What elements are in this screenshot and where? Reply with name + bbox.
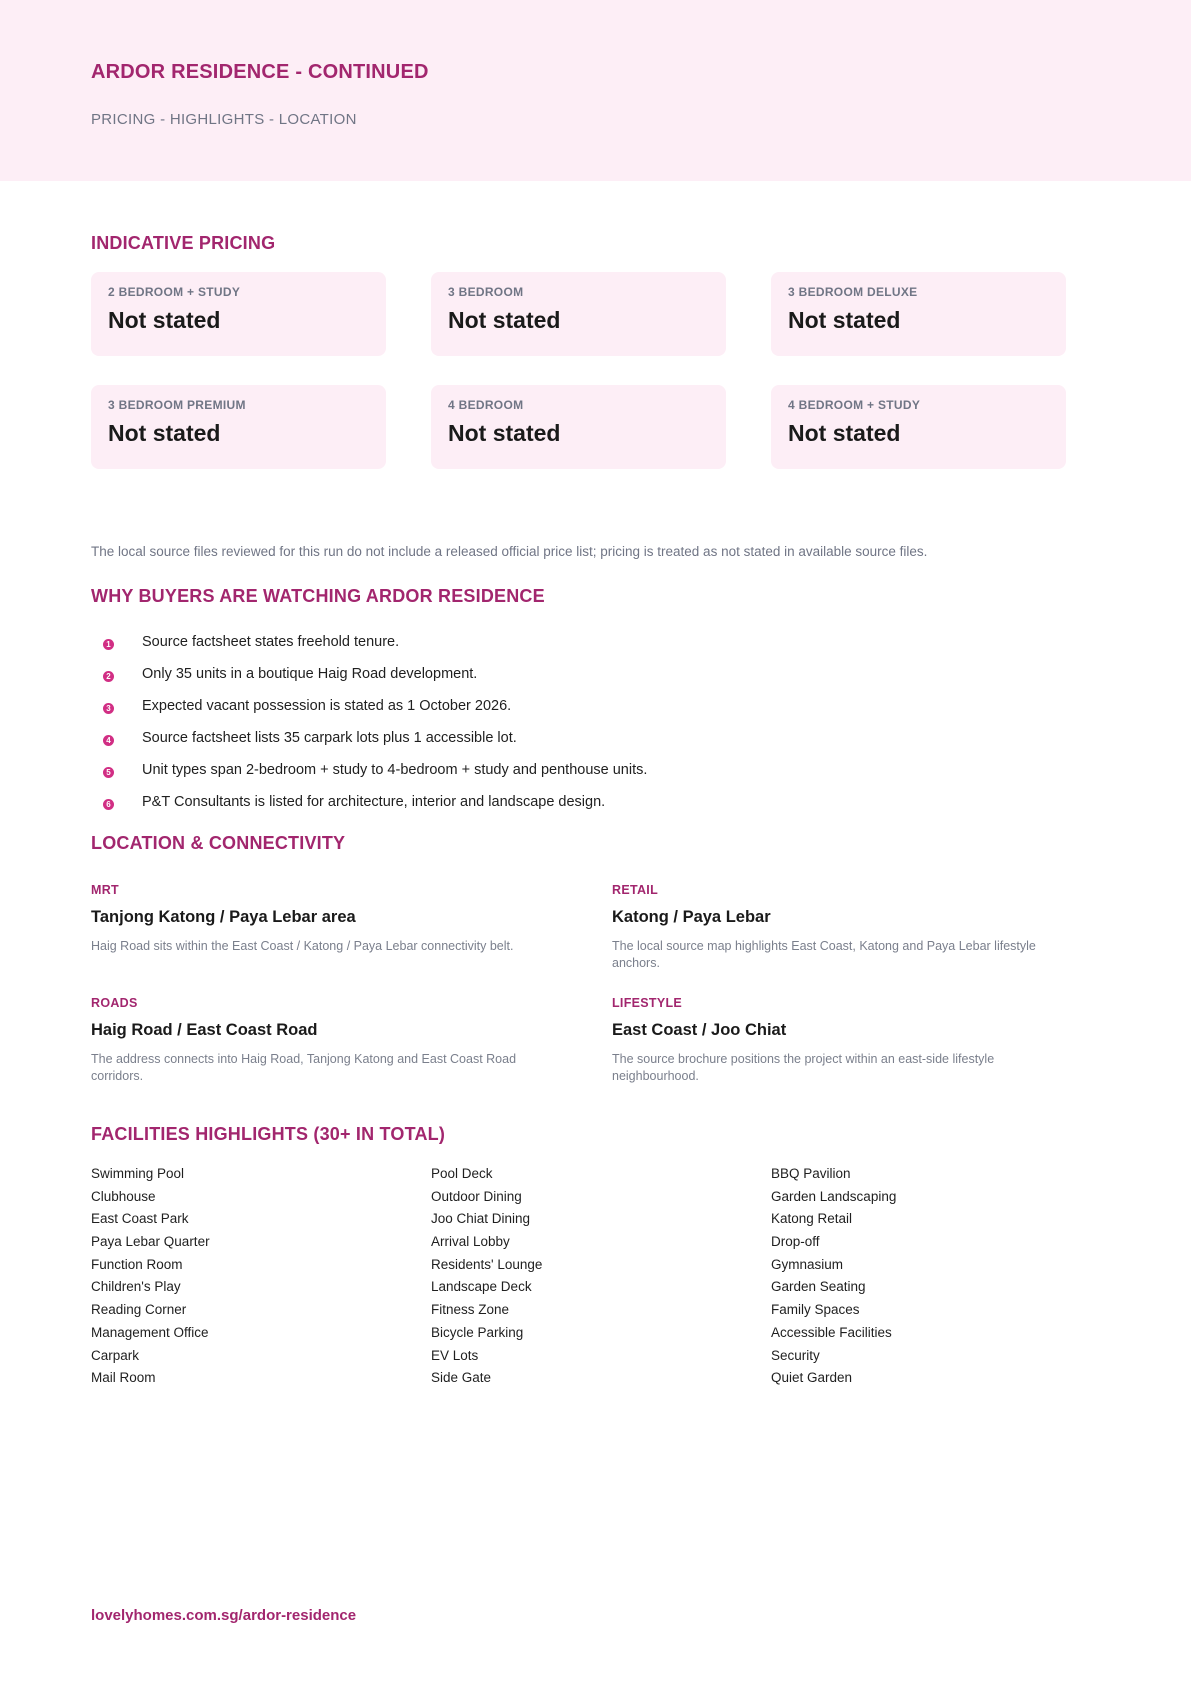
highlights-list: [91, 633, 1091, 825]
price-card-value: Not stated: [108, 420, 221, 446]
list-item: Paya Lebar Quarter: [91, 1234, 210, 1250]
location-section-title: LOCATION & CONNECTIVITY: [91, 833, 346, 853]
location-item-roads: [91, 996, 551, 1085]
facilities-column: [771, 1166, 896, 1393]
price-card-value: Not stated: [448, 420, 561, 446]
location-name: East Coast / Joo Chiat: [612, 1021, 787, 1039]
list-item: BBQ Pavilion: [771, 1166, 851, 1181]
location-item-mrt: [91, 883, 551, 955]
list-item: [91, 697, 1091, 729]
list-item: Security: [771, 1347, 820, 1363]
highlights-section-title: WHY BUYERS ARE WATCHING ARDOR RESIDENCE: [91, 586, 545, 606]
price-card: [771, 385, 1066, 469]
list-item: Side Gate: [431, 1370, 492, 1386]
list-item: Clubhouse: [91, 1188, 156, 1204]
location-description: Haig Road sits within the East Coast / Katong / Paya Lebar connectivity belt.: [91, 939, 514, 953]
list-item: Bicycle Parking: [431, 1324, 524, 1340]
price-card-label: 3 BEDROOM PREMIUM: [108, 398, 246, 412]
location-category: LIFESTYLE: [612, 996, 683, 1010]
list-item: Fitness Zone: [431, 1302, 510, 1318]
list-item-text: Unit types span 2-bedroom + study to 4-bedroom + study and penthouse units.: [142, 762, 648, 778]
list-item: [91, 793, 1091, 825]
price-card-value: Not stated: [108, 307, 221, 333]
list-item: Garden Seating: [771, 1279, 866, 1295]
price-card: [91, 272, 386, 356]
price-card-label: 3 BEDROOM: [448, 285, 524, 299]
price-card-label: 4 BEDROOM + STUDY: [788, 398, 921, 412]
page-title: ARDOR RESIDENCE - CONTINUED: [91, 61, 429, 83]
list-item: Children's Play: [91, 1279, 181, 1295]
location-category: MRT: [91, 883, 119, 897]
list-item: East Coast Park: [91, 1211, 189, 1227]
price-card-value: Not stated: [788, 420, 901, 446]
number-badge-icon: 4: [103, 735, 114, 746]
price-card: [431, 385, 726, 469]
pricing-note: The local source files reviewed for this run do not include a released official price list; pricing is treated as not stated in available source files.: [91, 544, 928, 559]
list-item: Mail Room: [91, 1370, 156, 1386]
footer-link[interactable]: lovelyhomes.com.sg/ardor-residence: [91, 1607, 357, 1624]
price-card: [771, 272, 1066, 356]
location-category: RETAIL: [612, 883, 659, 897]
list-item: Katong Retail: [771, 1211, 853, 1227]
list-item: Accessible Facilities: [771, 1324, 892, 1340]
list-item: Arrival Lobby: [431, 1234, 510, 1250]
list-item: Carpark: [91, 1347, 140, 1363]
list-item: Garden Landscaping: [771, 1188, 897, 1204]
price-card-label: 3 BEDROOM DELUXE: [788, 285, 918, 299]
list-item: Reading Corner: [91, 1302, 187, 1318]
facilities-column: [431, 1166, 542, 1393]
list-item-text: Source factsheet lists 35 carpark lots plus 1 accessible lot.: [142, 730, 517, 746]
list-item-text: Only 35 units in a boutique Haig Road development.: [142, 666, 478, 682]
facilities-section-title: FACILITIES HIGHLIGHTS (30+ IN TOTAL): [91, 1124, 446, 1144]
list-item: Family Spaces: [771, 1302, 860, 1318]
list-item: Drop-off: [771, 1234, 820, 1250]
list-item-text: P&T Consultants is listed for architecture, interior and landscape design.: [142, 794, 606, 810]
list-item: [91, 729, 1091, 761]
list-item: Residents' Lounge: [431, 1256, 543, 1272]
price-card-label: 2 BEDROOM + STUDY: [108, 285, 241, 299]
location-name: Tanjong Katong / Paya Lebar area: [91, 908, 356, 926]
location-name: Katong / Paya Lebar: [612, 908, 771, 926]
page-subtitle: PRICING - HIGHLIGHTS - LOCATION: [91, 111, 357, 128]
price-card-value: Not stated: [788, 307, 901, 333]
number-badge-icon: 5: [103, 767, 114, 778]
list-item: EV Lots: [431, 1347, 479, 1363]
price-card: [431, 272, 726, 356]
number-badge-icon: 3: [103, 703, 114, 714]
list-item-text: Source factsheet states freehold tenure.: [142, 634, 400, 650]
list-item: Function Room: [91, 1256, 183, 1272]
price-card-value: Not stated: [448, 307, 561, 333]
list-item: Swimming Pool: [91, 1166, 185, 1181]
list-item: Gymnasium: [771, 1256, 844, 1272]
pricing-section-title: INDICATIVE PRICING: [91, 233, 276, 253]
price-card: [91, 385, 386, 469]
list-item: [91, 633, 1091, 665]
price-card-label: 4 BEDROOM: [448, 398, 524, 412]
number-badge-icon: 2: [103, 671, 114, 682]
facilities-column: [91, 1166, 210, 1393]
list-item: Management Office: [91, 1324, 209, 1340]
list-item: Joo Chiat Dining: [431, 1211, 531, 1227]
list-item: Outdoor Dining: [431, 1188, 522, 1204]
number-badge-icon: 6: [103, 799, 114, 810]
location-category: ROADS: [91, 996, 138, 1010]
location-description: The local source map highlights East Coast, Katong and Paya Lebar lifestyle anchors.: [612, 939, 1036, 970]
location-item-lifestyle: [612, 996, 1072, 1085]
list-item: [91, 761, 1091, 793]
number-badge-icon: 1: [103, 639, 114, 650]
list-item-text: Expected vacant possession is stated as 1 October 2026.: [142, 698, 512, 714]
list-item: Pool Deck: [431, 1166, 493, 1181]
location-item-retail: [612, 883, 1072, 972]
page-header: [0, 0, 1191, 181]
location-description: The source brochure positions the project within an east-side lifestyle neighbourhood.: [612, 1052, 995, 1083]
location-description: The address connects into Haig Road, Tanjong Katong and East Coast Road corridors.: [91, 1052, 517, 1083]
list-item: Landscape Deck: [431, 1279, 532, 1295]
list-item: [91, 665, 1091, 697]
location-name: Haig Road / East Coast Road: [91, 1021, 318, 1039]
list-item: Quiet Garden: [771, 1370, 853, 1386]
